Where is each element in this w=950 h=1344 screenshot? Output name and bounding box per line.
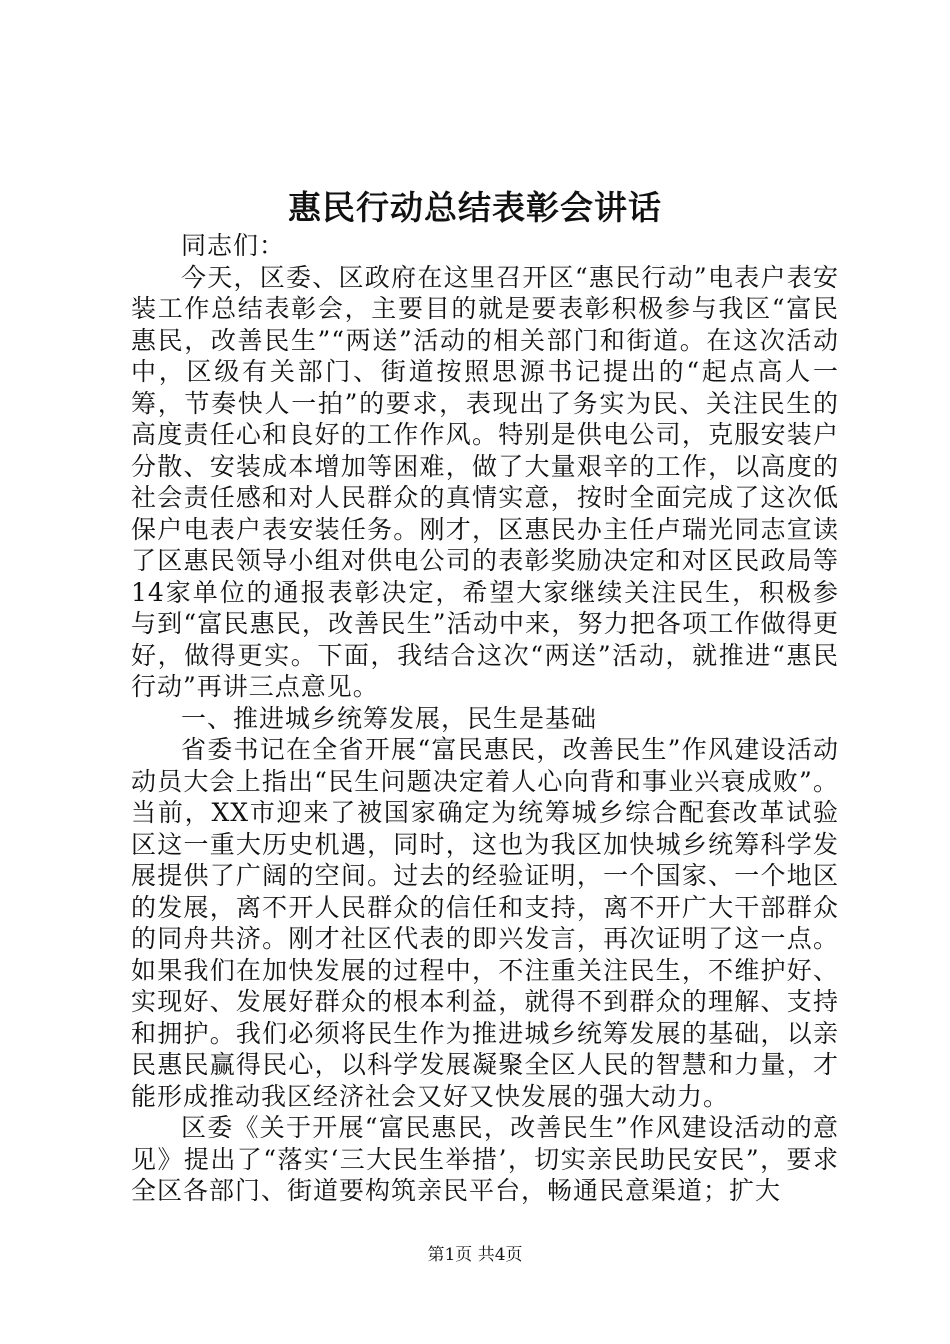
salutation-paragraph: 同志们： <box>181 231 286 260</box>
document-title: 惠民行动总结表彰会讲话 <box>288 188 662 227</box>
document-body <box>131 230 839 1207</box>
page-number-footer: 第1页 共4页 <box>427 1245 523 1265</box>
body-paragraph: 区委《关于开展“富民惠民，改善民生”作风建设活动的意见》提出了“落实‘三大民生举措’，切实亲民助民安民”，要求全区各部门、街道要构筑亲民平台，畅通民意渠道；扩大 <box>131 1113 839 1205</box>
section-heading-1: 一、推进城乡统筹发展，民生是基础 <box>181 703 598 733</box>
opening-paragraph: 今天，区委、区政府在这里召开区“惠民行动”电表户表安装工作总结表彰会，主要目的就是要表彰积极参与我区“富民惠民，改善民生”“两送”活动的相关部门和街道。在这次活动中，区级有关部门、街道按照思源书记提出的“起点高人一筹，节奏快人一拍”的要求，表现出了务实为民、关注民生的高度责任心和良好的工作作风。特别是供电公司，克服安装户分散、安装成本增加等困难，做了大量艰辛的工作，以高度的社会责任感和对人民群众的真情实意，按时全面完成了这次低保户电表户表安装任务。刚才，区惠民办主任卢瑞光同志宣读了区惠民领导小组对供电公司的表彰奖励决定和对区民政局等14家单位的通报表彰决定，希望大家继续关注民生，积极参与到“富民惠民，改善民生”活动中来，努力把各项工作做得更好，做得更实。下面，我结合这次“两送”活动，就推进“惠民行动”再讲三点意见。 <box>131 262 839 701</box>
body-paragraph: 省委书记在全省开展“富民惠民，改善民生”作风建设活动动员大会上指出“民生问题决定着人心向背和事业兴衰成败”。当前，XX市迎来了被国家确定为统筹城乡综合配套改革试验区这一重大历史机遇，同时，这也为我区加快城乡统筹科学发展提供了广阔的空间。过去的经验证明，一个国家、一个地区的发展，离不开人民群众的信任和支持，离不开广大干部群众的同舟共济。刚才社区代表的即兴发言，再次证明了这一点。如果我们在加快发展的过程中，不注重关注民生，不维护好、实现好、发展好群众的根本利益，就得不到群众的理解、支持和拥护。我们必须将民生作为推进城乡统筹发展的基础，以亲民惠民赢得民心，以科学发展凝聚全区人民的智慧和力量，才能形成推动我区经济社会又好又快发展的强大动力。 <box>131 735 839 1111</box>
